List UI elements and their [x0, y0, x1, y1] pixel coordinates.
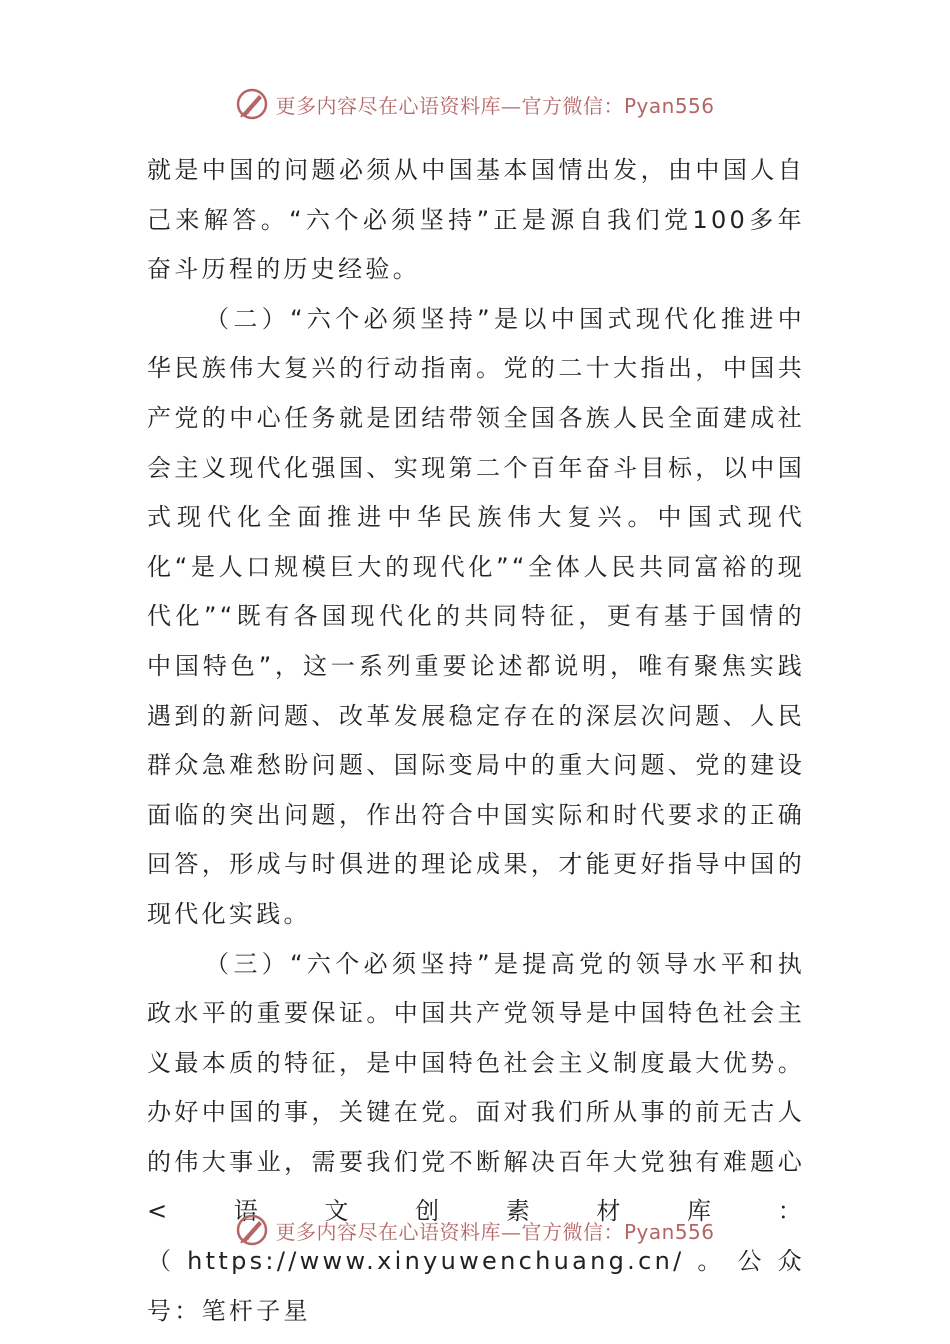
banner-text — [275, 1216, 714, 1245]
paragraph-section-two: （二）“六个必须坚持”是以中国式现代化推进中华民族伟大复兴的行动指南。党的二十大指出，中国共产党的中心任务就是团结带领全国各族人民全面建成社会主义现代化强国、实现第二个百年奋斗目标，以中国式现代化全面推进中华民族伟大复兴。中国式现代化“是人口规模巨大的现代化”“全体人民共同富裕的现代化”“既有各国现代化的共同特征，更有基于国情的中国特色”，这一系列重要论述都说明，唯有聚焦实践遇到的新问题、改革发展稳定存在的深层次问题、人民群众急难愁盼问题、国际变局中的重大问题、党的建设面临的突出问题，作出符合中国实际和时代要求的正确回答，形成与时俱进的理论成果，才能更好指导中国的现代化实践。 — [147, 304, 805, 928]
header-banner — [0, 82, 950, 126]
banner-wechat-id: Pyan556 — [623, 1219, 715, 1244]
footer-banner — [0, 1208, 950, 1252]
pen-logo-icon — [235, 87, 269, 121]
banner-label: 更多内容尽在心语资料库—官方微信： — [275, 1219, 624, 1244]
paragraph-section-three: （三）“六个必须坚持”是提高党的领导水平和执政水平的重要保证。中国共产党领导是中国特色社会主义最本质的特征，是中国特色社会主义制度最大优势。办好中国的事，关键在党。面对我们所从事的前无古人的伟大事业，需要我们党不断解决百年大党独有难题心<语文创素材库：（https://www.xinyuwenchuang.cn/。公众号：笔杆子星 — [147, 949, 805, 1325]
pen-logo-icon — [235, 1213, 269, 1247]
document-body — [147, 146, 805, 1336]
banner-label: 更多内容尽在心语资料库—官方微信： — [275, 93, 624, 118]
banner-text — [275, 90, 714, 119]
paragraph-continuation: 就是中国的问题必须从中国基本国情出发，由中国人自己来解答。“六个必须坚持”正是源自我们党100多年奋斗历程的历史经验。 — [147, 156, 805, 284]
banner-wechat-id: Pyan556 — [623, 93, 715, 118]
